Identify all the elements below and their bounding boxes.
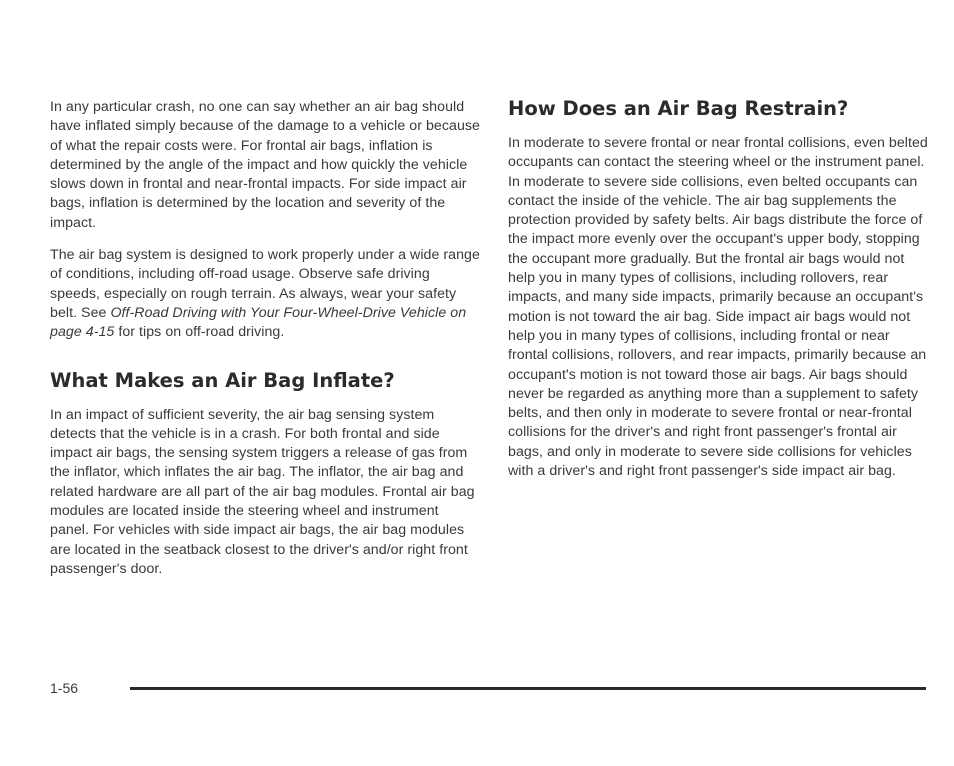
system-design-text: The air bag system is designed to work properly under a wide range of conditions, including off-road usage. Observe safe driving speeds, especially on rough terrain. As always, wear your safety belt. See bbox=[50, 247, 480, 321]
system-design-paragraph bbox=[50, 246, 480, 342]
restrain-section-heading: How Does an Air Bag Restrain? bbox=[508, 97, 849, 120]
page-footer bbox=[50, 678, 926, 702]
left-column bbox=[50, 98, 480, 579]
right-column bbox=[508, 99, 933, 481]
page-number: 1-56 bbox=[50, 680, 79, 696]
footer-rule bbox=[130, 687, 926, 690]
paragraph-gap bbox=[50, 233, 480, 246]
system-design-text-end: for tips on off-road driving. bbox=[114, 324, 285, 341]
restrain-section-paragraph: In moderate to severe frontal or near frontal collisions, even belted occupants can contact the steering wheel or the instrument panel. In moderate to severe side collisions, even belted occupants can contact the inside of the vehicle. The air bag supplements the protection provided by safety belts. Air bags distribute the force of the impact more evenly over the occupant's upper body, stopping the occupant more gradually. But the frontal air bags would not help you in many types of collisions, including rollovers, rear impacts, and many side impacts, primarily because an occupant's motion is not toward the air bag. Side impact air bags would not help you in many types of collisions, including frontal or near frontal collisions, rollovers, and rear impacts, primarily because an occupant's motion is not toward those air bags. Air bags should never be regarded as anything more than a supplement to safety belts, and then only in moderate to severe frontal or near-frontal collisions for the driver's and right front passenger's frontal air bags, and only in moderate to severe side collisions for vehicles with a driver's and right front passenger's side impact air bag. bbox=[508, 135, 928, 480]
offroad-reference-link[interactable]: Off-Road Driving with Your Four-Wheel-Drive Vehicle on page 4-15 bbox=[50, 304, 467, 341]
crash-inflation-paragraph: In any particular crash, no one can say whether an air bag should have inflated simply because of the damage to a vehicle or because of what the repair costs were. For frontal air bags, inflation is determined by the angle of the impact and how quickly the vehicle slows down in frontal and near-frontal impacts. For side impact air bags, inflation is determined by the location and severity of the impact. bbox=[50, 99, 480, 231]
inflate-section-heading: What Makes an Air Bag Inflate? bbox=[50, 368, 395, 392]
inflate-section-paragraph: In an impact of sufficient severity, the air bag sensing system detects that the vehicle is in a crash. For both frontal and side impact air bags, the sensing system triggers a release of gas from the inflator, which inflates the air bag. The inflator, the air bag and related hardware are all part of the air bag modules. Frontal air bag modules are located inside the steering wheel and instrument panel. For vehicles with side impact air bags, the air bag modules are located in the seatback closest to the driver's and/or right front passenger's door. bbox=[50, 406, 475, 577]
